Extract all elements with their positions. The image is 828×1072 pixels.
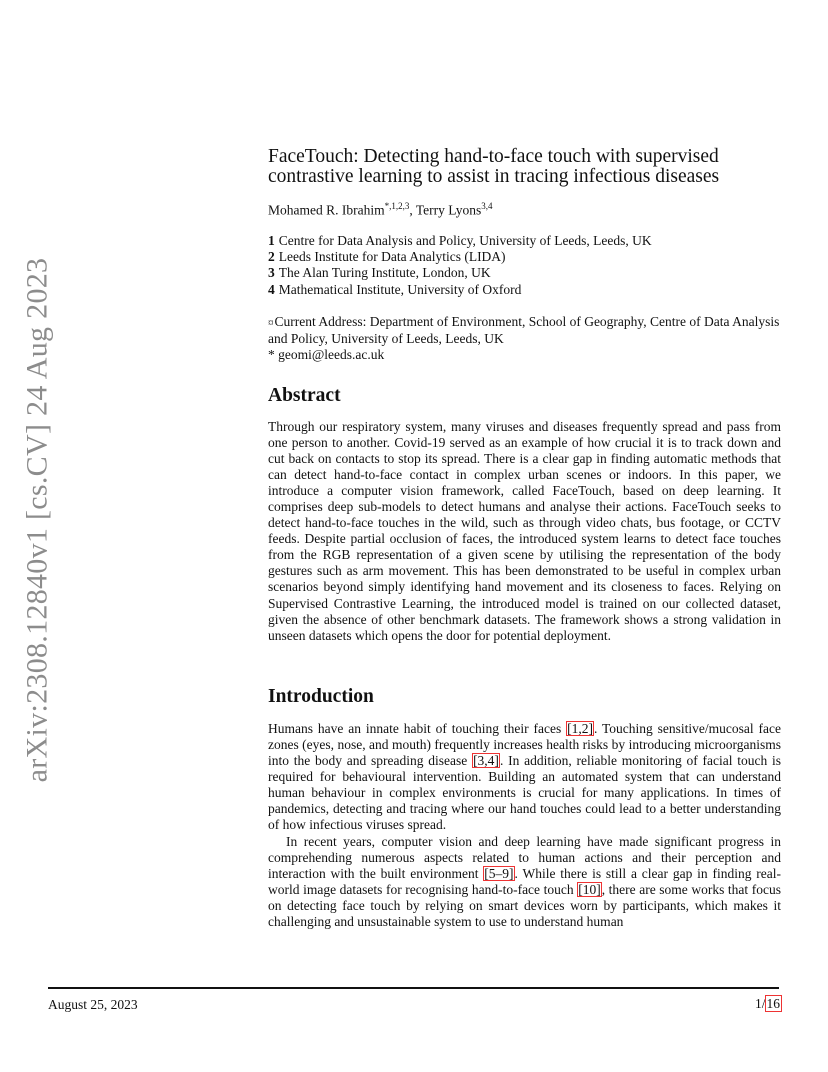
affiliation-number: 1	[268, 233, 275, 248]
affiliation-list	[268, 233, 788, 298]
affiliation-item	[268, 282, 788, 298]
affiliation-text: Centre for Data Analysis and Policy, University of Leeds, Leeds, UK	[278, 233, 652, 248]
introduction-paragraph-2	[268, 834, 781, 930]
text-run: . While there is still a clear gap in finding real-world image datasets for recognising hand-to-face touch	[268, 866, 782, 898]
text-run: Humans have an innate habit of touching their faces	[268, 721, 567, 736]
affiliation-text: The Alan Turing Institute, London, UK	[278, 265, 491, 281]
abstract-body: Through our respiratory system, many viruses and diseases frequently spread and pass from one person to another. Covid-19 served as an example of how crucial it is to track down and cut back on contacts to stop its spread. There is a clear gap in finding automatic methods that can detect hand-to-face contact in complex urban scenes or indoors. In this paper, we introduce a computer vision framework, called FaceTouch, based on deep learning. It comprises deep sub-models to detect humans and analyse their actions. FaceTouch seeks to detect hand-to-face touches in the wild, such as through video chats, bus footage, or CCTV feeds. Despite partial occlusion of faces, the introduced system learns to detect face touches from the RGB representation of a given scene by utilising the representation of the body gestures such as arm movement. This has been demonstrated to be useful in complex urban scenarios beyond simply identifying hand movement and its closeness to faces. Relying on Supervised Contrastive Learning, the introduced model is trained on our collected dataset, given the absence of other benchmark datasets. The framework shows a strong validation in unseen datasets which opens the door for potential deployment.	[268, 419, 781, 643]
affiliation-item	[268, 249, 788, 265]
footer-rule	[48, 987, 779, 989]
text-run: In recent years, computer vision and deep learning have made significant progress in comprehending numerous aspects related to human actions and their perception and interaction with the built environment	[268, 834, 781, 882]
affiliation-text: Leeds Institute for Data Analytics (LIDA)	[278, 249, 506, 265]
citation-link[interactable]: [3,4]	[473, 753, 499, 769]
author-line: Mohamed R. Ibrahim$^{*,1,2,3}$, Terry Lyons$^{3,4}$	[268, 201, 493, 218]
affiliation-number: 2	[268, 249, 275, 265]
current-page: 1	[754, 996, 762, 1011]
page-number	[755, 996, 781, 1012]
current-address: Current Address: Department of Environment, School of Geography, Centre of Data Analysis and Policy, University of Leeds, Leeds, UK	[268, 314, 780, 347]
arxiv-side-identifier	[10, 257, 65, 783]
affiliation-item	[268, 233, 788, 249]
footer-date: August 25, 2023	[48, 997, 138, 1012]
citation-link[interactable]: [10]	[578, 882, 601, 898]
total-pages-link[interactable]: 16	[766, 996, 780, 1011]
page-separator: /	[761, 996, 766, 1011]
address-symbol: ¤	[268, 317, 274, 329]
author-marks: *,1,2,3	[384, 201, 410, 211]
text-run: . In addition, reliable monitoring of facial touch is required for behavioural intervention. Building an automated system that can understand human behaviour in complex environments is crucial for many applications. In times of pandemics, detecting and tracing where our hand touches could lead to a better understanding of how infectious viruses spread.	[268, 753, 781, 833]
author-name: Terry Lyons	[415, 202, 482, 218]
arxiv-id-text: arXiv:2308.12840v1 [cs.CV] 24 Aug 2023	[20, 257, 54, 783]
citation-link[interactable]: [5–9]	[484, 866, 514, 882]
citation-link[interactable]: [1,2]	[567, 721, 593, 736]
introduction-paragraph-1	[268, 721, 781, 833]
affiliation-item	[268, 265, 788, 281]
abstract-heading: Abstract	[268, 385, 341, 406]
email-address[interactable]: geomi@leeds.ac.uk	[278, 347, 385, 363]
paper-title: FaceTouch: Detecting hand-to-face touch with supervised contrastive learning to assist in tracing infectious diseases	[268, 146, 720, 187]
email-line	[268, 347, 783, 363]
author-marks: 3,4	[481, 201, 493, 211]
text-run: . Touching sensitive/mucosal face zones (eyes, nose, and mouth) frequently increases health risks by introducing microorganisms into the body and spreading disease	[268, 721, 781, 769]
correspondence-block	[268, 314, 783, 364]
email-mark: *	[268, 347, 275, 363]
text-run: , there are some works that focus on detecting face touch by relying on smart devices worn by participants, which makes it challenging and unsustainable system to use to understand human	[268, 882, 781, 930]
affiliation-number: 4	[268, 281, 275, 297]
affiliation-number: 3	[268, 265, 275, 281]
affiliation-text: Mathematical Institute, University of Oxford	[278, 281, 522, 297]
author-name: Mohamed R. Ibrahim	[268, 202, 385, 218]
introduction-heading: Introduction	[268, 686, 374, 707]
